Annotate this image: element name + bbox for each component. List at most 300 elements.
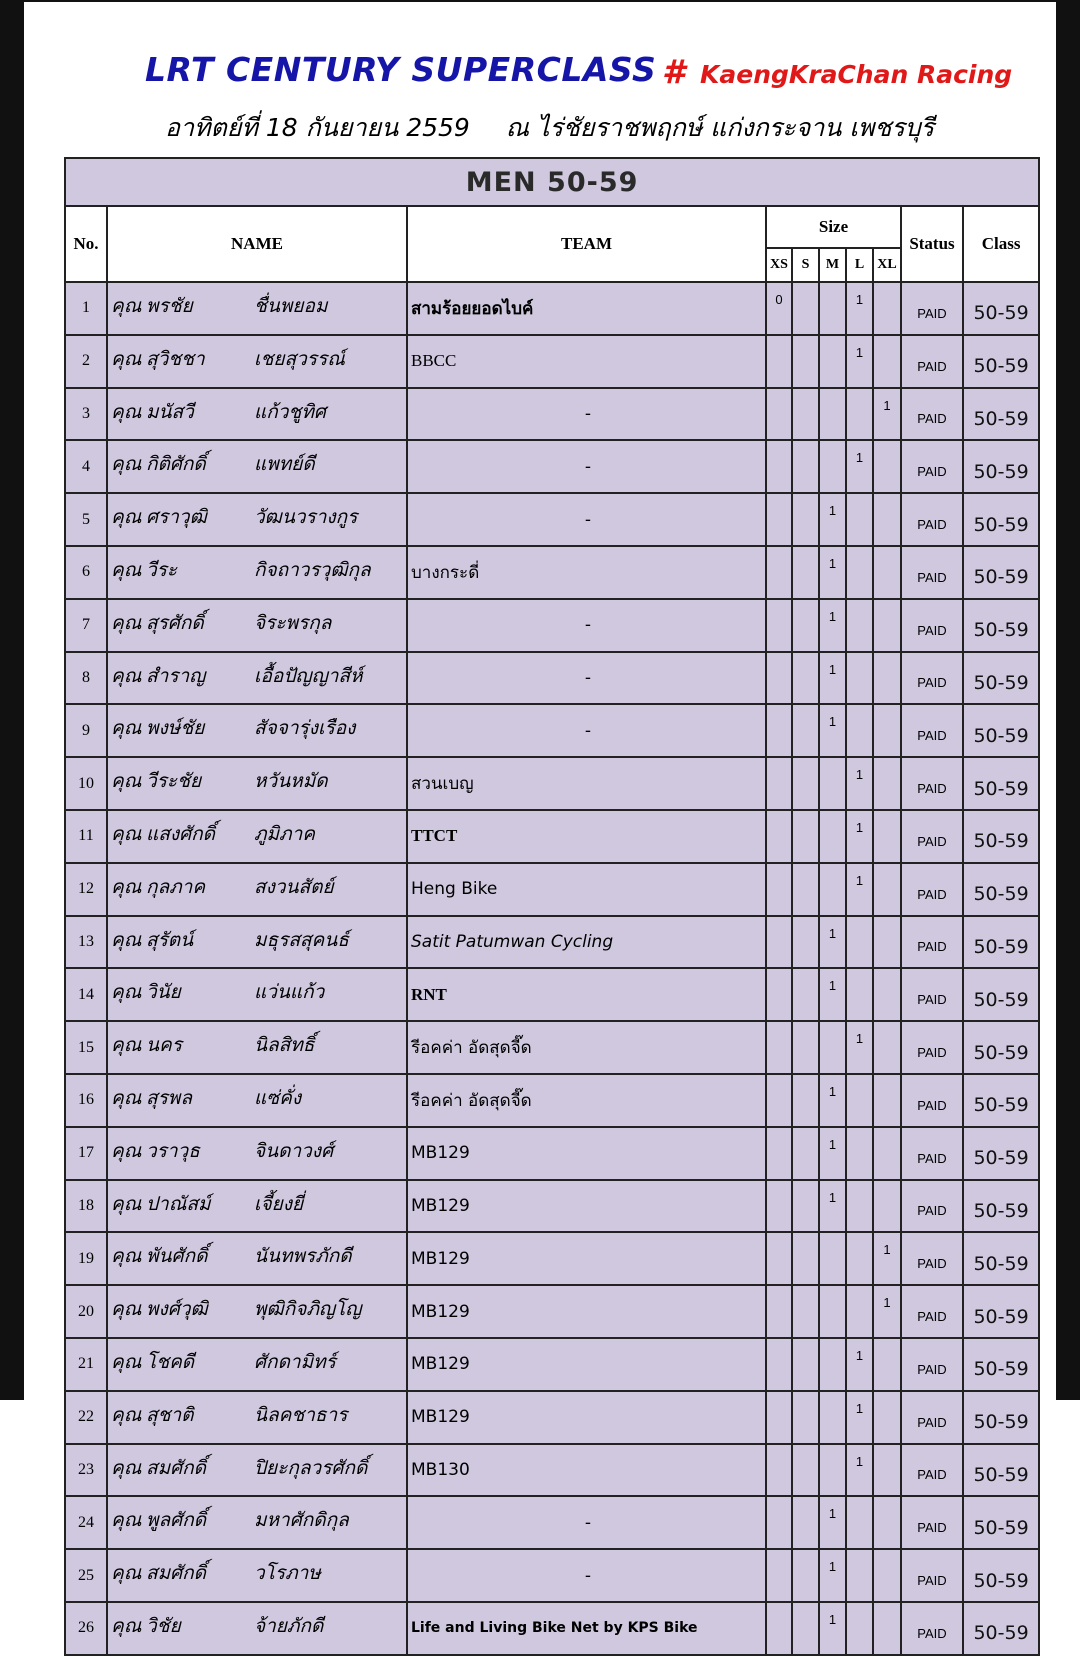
size-l-qty: 1 bbox=[846, 335, 873, 388]
payment-status: PAID bbox=[901, 1391, 963, 1444]
size-xl-qty: 1 bbox=[873, 1285, 901, 1338]
name-prefix: คุณ bbox=[111, 981, 142, 1004]
size-xs-qty bbox=[766, 599, 792, 652]
row-number: 18 bbox=[65, 1180, 107, 1233]
row-number: 7 bbox=[65, 599, 107, 652]
payment-status: PAID bbox=[901, 810, 963, 863]
size-s-qty bbox=[792, 652, 819, 705]
team-name: - bbox=[407, 1496, 766, 1549]
event-subtitle bbox=[165, 108, 934, 148]
size-xl-qty bbox=[873, 1549, 901, 1602]
size-xs-qty bbox=[766, 652, 792, 705]
size-s-qty bbox=[792, 863, 819, 916]
size-xl-qty bbox=[873, 546, 901, 599]
name-last: วัฒนวรางกูร bbox=[254, 506, 358, 529]
size-s-qty bbox=[792, 599, 819, 652]
payment-status: PAID bbox=[901, 1127, 963, 1180]
payment-status: PAID bbox=[901, 1074, 963, 1127]
team-name: รีอคค่า อัดสุดจี๊ด bbox=[407, 1021, 766, 1074]
name-last: แพทย์ดี bbox=[254, 453, 315, 476]
size-m-qty: 1 bbox=[819, 916, 846, 969]
size-m-qty bbox=[819, 335, 846, 388]
name-prefix: คุณ bbox=[111, 770, 142, 793]
race-class: 50-59 bbox=[963, 599, 1039, 652]
name-first: สมศักดิ์ bbox=[146, 1456, 207, 1479]
participant-name bbox=[107, 968, 407, 1021]
team-name: MB129 bbox=[407, 1127, 766, 1180]
size-s-qty bbox=[792, 1444, 819, 1497]
size-l-qty bbox=[846, 652, 873, 705]
name-prefix: คุณ bbox=[111, 400, 142, 423]
payment-status: PAID bbox=[901, 757, 963, 810]
row-number: 15 bbox=[65, 1021, 107, 1074]
name-first: วีระชัย bbox=[146, 770, 202, 793]
hash-symbol: # bbox=[662, 52, 685, 91]
name-last: ชื่นพยอม bbox=[254, 295, 328, 317]
size-l-qty bbox=[846, 388, 873, 441]
table-row bbox=[65, 388, 1039, 441]
race-class: 50-59 bbox=[963, 1496, 1039, 1549]
row-number: 13 bbox=[65, 916, 107, 969]
race-class: 50-59 bbox=[963, 704, 1039, 757]
event-location: ณ ไร่ชัยราชพฤกษ์ แก่งกระจาน เพชรบุรี bbox=[505, 113, 935, 142]
team-name: - bbox=[407, 704, 766, 757]
row-number: 22 bbox=[65, 1391, 107, 1444]
size-s-qty bbox=[792, 1285, 819, 1338]
payment-status: PAID bbox=[901, 335, 963, 388]
name-last: นิลคชาธาร bbox=[254, 1403, 348, 1426]
team-name: - bbox=[407, 388, 766, 441]
size-l-qty bbox=[846, 916, 873, 969]
size-s-qty bbox=[792, 916, 819, 969]
team-name: บางกระดี่ bbox=[407, 546, 766, 599]
payment-status: PAID bbox=[901, 546, 963, 599]
row-number: 2 bbox=[65, 335, 107, 388]
size-l-qty bbox=[846, 1180, 873, 1233]
size-xl-qty bbox=[873, 1444, 901, 1497]
participant-name bbox=[107, 1285, 407, 1338]
race-class: 50-59 bbox=[963, 1285, 1039, 1338]
size-xl-qty bbox=[873, 440, 901, 493]
name-last: แก้วชูทิศ bbox=[254, 400, 326, 423]
race-class: 50-59 bbox=[963, 440, 1039, 493]
size-l-qty bbox=[846, 599, 873, 652]
size-xs-qty bbox=[766, 1444, 792, 1497]
team-name: สวนเบญ bbox=[407, 757, 766, 810]
size-xs-qty bbox=[766, 1602, 792, 1655]
team-name: - bbox=[407, 652, 766, 705]
name-prefix: คุณ bbox=[111, 1245, 142, 1268]
name-last: เชยสุวรรณ์ bbox=[254, 347, 345, 370]
name-prefix: คุณ bbox=[111, 1086, 142, 1109]
name-last: นันทพรภักดี bbox=[254, 1245, 352, 1268]
size-m-qty bbox=[819, 1021, 846, 1074]
size-s-qty bbox=[792, 968, 819, 1021]
name-first: สำราญ bbox=[146, 664, 206, 687]
size-xs-qty bbox=[766, 757, 792, 810]
name-last: แว่นแก้ว bbox=[254, 981, 325, 1004]
payment-status: PAID bbox=[901, 704, 963, 757]
race-class: 50-59 bbox=[963, 1444, 1039, 1497]
participant-name bbox=[107, 1549, 407, 1602]
name-first: สมศักดิ์ bbox=[146, 1562, 207, 1585]
table-row bbox=[65, 1549, 1039, 1602]
table-row bbox=[65, 968, 1039, 1021]
name-last: มธุรสสุคนธ์ bbox=[254, 928, 349, 951]
name-last: เจี้ยงยี่ bbox=[254, 1192, 304, 1215]
participant-name bbox=[107, 493, 407, 546]
race-class: 50-59 bbox=[963, 1338, 1039, 1391]
name-prefix: คุณ bbox=[111, 1456, 142, 1479]
name-first: สุชาติ bbox=[146, 1403, 194, 1426]
size-m-qty: 1 bbox=[819, 1074, 846, 1127]
size-xl-qty bbox=[873, 757, 901, 810]
table-body bbox=[65, 282, 1039, 1655]
size-l-qty bbox=[846, 493, 873, 546]
size-m-qty: 1 bbox=[819, 1127, 846, 1180]
size-l-qty: 1 bbox=[846, 1444, 873, 1497]
row-number: 3 bbox=[65, 388, 107, 441]
table-row bbox=[65, 1496, 1039, 1549]
size-xs-qty bbox=[766, 1549, 792, 1602]
participant-name bbox=[107, 1180, 407, 1233]
size-xl-qty bbox=[873, 1338, 901, 1391]
row-number: 19 bbox=[65, 1232, 107, 1285]
size-l-qty: 1 bbox=[846, 1338, 873, 1391]
header-name: NAME bbox=[107, 206, 407, 282]
table-row bbox=[65, 440, 1039, 493]
size-m-qty bbox=[819, 1391, 846, 1444]
table-row bbox=[65, 1180, 1039, 1233]
size-s-qty bbox=[792, 1338, 819, 1391]
size-s-qty bbox=[792, 1602, 819, 1655]
registration-table bbox=[64, 157, 1040, 1656]
name-first: สุวิชชา bbox=[146, 347, 205, 370]
participant-name bbox=[107, 1074, 407, 1127]
row-number: 20 bbox=[65, 1285, 107, 1338]
team-name: - bbox=[407, 440, 766, 493]
name-last: ภูมิภาค bbox=[254, 822, 315, 845]
table-row bbox=[65, 282, 1039, 335]
payment-status: PAID bbox=[901, 1496, 963, 1549]
payment-status: PAID bbox=[901, 1549, 963, 1602]
team-name: - bbox=[407, 1549, 766, 1602]
size-xl-qty: 1 bbox=[873, 1232, 901, 1285]
size-xl-qty bbox=[873, 810, 901, 863]
name-first: วีระ bbox=[146, 558, 178, 581]
payment-status: PAID bbox=[901, 1180, 963, 1233]
size-l-qty: 1 bbox=[846, 757, 873, 810]
size-m-qty: 1 bbox=[819, 652, 846, 705]
page-frame-left bbox=[0, 0, 24, 1400]
race-class: 50-59 bbox=[963, 1180, 1039, 1233]
table-row bbox=[65, 599, 1039, 652]
participant-name bbox=[107, 757, 407, 810]
size-m-qty bbox=[819, 810, 846, 863]
table-row bbox=[65, 1074, 1039, 1127]
race-class: 50-59 bbox=[963, 1127, 1039, 1180]
table-row bbox=[65, 1127, 1039, 1180]
name-first: วิชัย bbox=[146, 1614, 181, 1637]
name-prefix: คุณ bbox=[111, 1139, 142, 1162]
race-class: 50-59 bbox=[963, 1549, 1039, 1602]
name-last: ปิยะกุลวรศักดิ์ bbox=[254, 1456, 368, 1479]
participant-name bbox=[107, 1338, 407, 1391]
name-first: พงศ์วุฒิ bbox=[146, 1298, 208, 1321]
size-xl-qty bbox=[873, 1074, 901, 1127]
size-l-qty: 1 bbox=[846, 863, 873, 916]
name-first: สุรพล bbox=[146, 1086, 192, 1109]
table-row bbox=[65, 810, 1039, 863]
size-xs-qty bbox=[766, 388, 792, 441]
size-s-qty bbox=[792, 1496, 819, 1549]
header-size-xs: XS bbox=[766, 248, 792, 282]
race-class: 50-59 bbox=[963, 1602, 1039, 1655]
name-first: ศราวุฒิ bbox=[146, 506, 207, 529]
payment-status: PAID bbox=[901, 1285, 963, 1338]
size-m-qty bbox=[819, 1232, 846, 1285]
size-xl-qty bbox=[873, 652, 901, 705]
size-l-qty bbox=[846, 1074, 873, 1127]
size-m-qty: 1 bbox=[819, 599, 846, 652]
size-m-qty bbox=[819, 282, 846, 335]
name-first: สุรศักดิ์ bbox=[146, 611, 204, 634]
payment-status: PAID bbox=[901, 388, 963, 441]
size-l-qty: 1 bbox=[846, 1391, 873, 1444]
size-s-qty bbox=[792, 1180, 819, 1233]
header-no: No. bbox=[65, 206, 107, 282]
race-class: 50-59 bbox=[963, 1232, 1039, 1285]
name-last: หวันหมัด bbox=[254, 770, 328, 793]
team-name: MB129 bbox=[407, 1338, 766, 1391]
payment-status: PAID bbox=[901, 968, 963, 1021]
table-row bbox=[65, 863, 1039, 916]
participant-name bbox=[107, 1391, 407, 1444]
size-xs-qty bbox=[766, 1391, 792, 1444]
header-size-m: M bbox=[819, 248, 846, 282]
payment-status: PAID bbox=[901, 282, 963, 335]
size-xs-qty bbox=[766, 335, 792, 388]
row-number: 1 bbox=[65, 282, 107, 335]
name-first: โชคดี bbox=[146, 1350, 195, 1373]
size-xs-qty bbox=[766, 1074, 792, 1127]
header-size: Size bbox=[766, 206, 901, 248]
name-first: กุลภาค bbox=[146, 875, 206, 898]
size-m-qty bbox=[819, 1285, 846, 1338]
name-prefix: คุณ bbox=[111, 1614, 142, 1637]
name-prefix: คุณ bbox=[111, 1403, 142, 1426]
size-l-qty bbox=[846, 1232, 873, 1285]
race-class: 50-59 bbox=[963, 1021, 1039, 1074]
row-number: 14 bbox=[65, 968, 107, 1021]
payment-status: PAID bbox=[901, 1338, 963, 1391]
size-s-qty bbox=[792, 810, 819, 863]
name-prefix: คุณ bbox=[111, 347, 142, 370]
team-name: MB129 bbox=[407, 1232, 766, 1285]
name-last: นิลสิทธิ์ bbox=[254, 1034, 315, 1057]
name-prefix: คุณ bbox=[111, 1192, 142, 1215]
size-l-qty: 1 bbox=[846, 440, 873, 493]
size-xs-qty bbox=[766, 1496, 792, 1549]
name-prefix: คุณ bbox=[111, 1509, 142, 1532]
size-xs-qty bbox=[766, 493, 792, 546]
table-row bbox=[65, 757, 1039, 810]
race-class: 50-59 bbox=[963, 810, 1039, 863]
name-prefix: คุณ bbox=[111, 1350, 142, 1373]
size-xs-qty bbox=[766, 968, 792, 1021]
name-prefix: คุณ bbox=[111, 1562, 142, 1585]
name-last: แซ่คั่ง bbox=[254, 1086, 302, 1109]
size-s-qty bbox=[792, 335, 819, 388]
name-first: กิติศักดิ์ bbox=[146, 453, 206, 476]
event-date: อาทิตย์ที่ 18 กันยายน 2559 bbox=[165, 113, 470, 142]
participant-name bbox=[107, 652, 407, 705]
team-name: สามร้อยยอดไบค์ bbox=[407, 282, 766, 335]
size-l-qty: 1 bbox=[846, 1021, 873, 1074]
name-last: ศักดามิทร์ bbox=[254, 1350, 336, 1373]
participant-name bbox=[107, 810, 407, 863]
payment-status: PAID bbox=[901, 599, 963, 652]
size-l-qty bbox=[846, 1602, 873, 1655]
race-class: 50-59 bbox=[963, 916, 1039, 969]
participant-name bbox=[107, 1127, 407, 1180]
payment-status: PAID bbox=[901, 1021, 963, 1074]
row-number: 12 bbox=[65, 863, 107, 916]
name-first: สุรัตน์ bbox=[146, 928, 194, 951]
table-row bbox=[65, 1444, 1039, 1497]
participant-name bbox=[107, 388, 407, 441]
name-last: สงวนสัตย์ bbox=[254, 875, 334, 898]
team-name: MB129 bbox=[407, 1285, 766, 1338]
payment-status: PAID bbox=[901, 1602, 963, 1655]
size-xs-qty bbox=[766, 1285, 792, 1338]
size-xl-qty bbox=[873, 599, 901, 652]
row-number: 4 bbox=[65, 440, 107, 493]
row-number: 21 bbox=[65, 1338, 107, 1391]
name-last: จิระพรกุล bbox=[254, 611, 332, 634]
name-prefix: คุณ bbox=[111, 928, 142, 951]
size-xl-qty bbox=[873, 282, 901, 335]
row-number: 24 bbox=[65, 1496, 107, 1549]
name-prefix: คุณ bbox=[111, 295, 142, 317]
size-l-qty: 1 bbox=[846, 282, 873, 335]
row-number: 25 bbox=[65, 1549, 107, 1602]
participant-name bbox=[107, 1444, 407, 1497]
name-first: พงษ์ชัย bbox=[146, 717, 205, 740]
size-xl-qty bbox=[873, 704, 901, 757]
size-m-qty: 1 bbox=[819, 704, 846, 757]
participant-name bbox=[107, 440, 407, 493]
size-m-qty bbox=[819, 1444, 846, 1497]
name-first: พันศักดิ์ bbox=[146, 1245, 208, 1268]
size-xs-qty bbox=[766, 810, 792, 863]
participant-name bbox=[107, 704, 407, 757]
race-class: 50-59 bbox=[963, 1391, 1039, 1444]
size-xs-qty bbox=[766, 704, 792, 757]
name-last: จ้ายภักดี bbox=[254, 1614, 324, 1637]
size-m-qty: 1 bbox=[819, 1602, 846, 1655]
name-first: พูลศักดิ์ bbox=[146, 1509, 207, 1532]
size-xl-qty bbox=[873, 1602, 901, 1655]
header-class: Class bbox=[963, 206, 1039, 282]
payment-status: PAID bbox=[901, 1444, 963, 1497]
table-row bbox=[65, 493, 1039, 546]
size-xs-qty bbox=[766, 440, 792, 493]
header-team: TEAM bbox=[407, 206, 766, 282]
race-class: 50-59 bbox=[963, 282, 1039, 335]
size-s-qty bbox=[792, 1074, 819, 1127]
size-l-qty bbox=[846, 1127, 873, 1180]
size-m-qty bbox=[819, 1338, 846, 1391]
name-last: จินดาวงศ์ bbox=[254, 1139, 334, 1162]
name-last: สัจจารุ่งเรือง bbox=[254, 717, 356, 740]
row-number: 6 bbox=[65, 546, 107, 599]
size-l-qty bbox=[846, 1496, 873, 1549]
size-xl-qty bbox=[873, 1127, 901, 1180]
race-class: 50-59 bbox=[963, 652, 1039, 705]
participant-name bbox=[107, 863, 407, 916]
table-row bbox=[65, 916, 1039, 969]
size-xs-qty bbox=[766, 863, 792, 916]
row-number: 16 bbox=[65, 1074, 107, 1127]
race-class: 50-59 bbox=[963, 546, 1039, 599]
team-name: MB129 bbox=[407, 1391, 766, 1444]
team-name: - bbox=[407, 599, 766, 652]
table-row bbox=[65, 1021, 1039, 1074]
size-s-qty bbox=[792, 1127, 819, 1180]
size-xl-qty bbox=[873, 863, 901, 916]
participant-name bbox=[107, 916, 407, 969]
payment-status: PAID bbox=[901, 863, 963, 916]
size-m-qty: 1 bbox=[819, 1180, 846, 1233]
table-row bbox=[65, 1391, 1039, 1444]
size-l-qty bbox=[846, 1549, 873, 1602]
row-number: 9 bbox=[65, 704, 107, 757]
name-prefix: คุณ bbox=[111, 558, 142, 581]
size-xl-qty bbox=[873, 335, 901, 388]
size-xs-qty bbox=[766, 1021, 792, 1074]
table-row bbox=[65, 1285, 1039, 1338]
size-xs-qty bbox=[766, 1180, 792, 1233]
size-s-qty bbox=[792, 440, 819, 493]
team-name: รีอคค่า อัดสุดจี๊ด bbox=[407, 1074, 766, 1127]
size-m-qty bbox=[819, 440, 846, 493]
team-name: BBCC bbox=[407, 335, 766, 388]
size-s-qty bbox=[792, 282, 819, 335]
payment-status: PAID bbox=[901, 493, 963, 546]
size-s-qty bbox=[792, 1021, 819, 1074]
row-number: 23 bbox=[65, 1444, 107, 1497]
name-last: พุฒิกิจภิญโญ bbox=[254, 1298, 362, 1321]
size-m-qty: 1 bbox=[819, 968, 846, 1021]
name-prefix: คุณ bbox=[111, 1298, 142, 1321]
size-s-qty bbox=[792, 546, 819, 599]
race-class: 50-59 bbox=[963, 1074, 1039, 1127]
payment-status: PAID bbox=[901, 916, 963, 969]
name-first: แสงศักดิ์ bbox=[146, 822, 216, 845]
name-last: มหาศักดิกุล bbox=[254, 1509, 349, 1532]
participant-name bbox=[107, 282, 407, 335]
name-first: วราวุธ bbox=[146, 1139, 200, 1162]
size-m-qty: 1 bbox=[819, 493, 846, 546]
size-s-qty bbox=[792, 704, 819, 757]
participant-name bbox=[107, 1021, 407, 1074]
size-xl-qty bbox=[873, 1391, 901, 1444]
category-title: MEN 50-59 bbox=[65, 158, 1039, 206]
team-name: Satit Patumwan Cycling bbox=[407, 916, 766, 969]
name-first: พรชัย bbox=[146, 295, 193, 317]
row-number: 10 bbox=[65, 757, 107, 810]
